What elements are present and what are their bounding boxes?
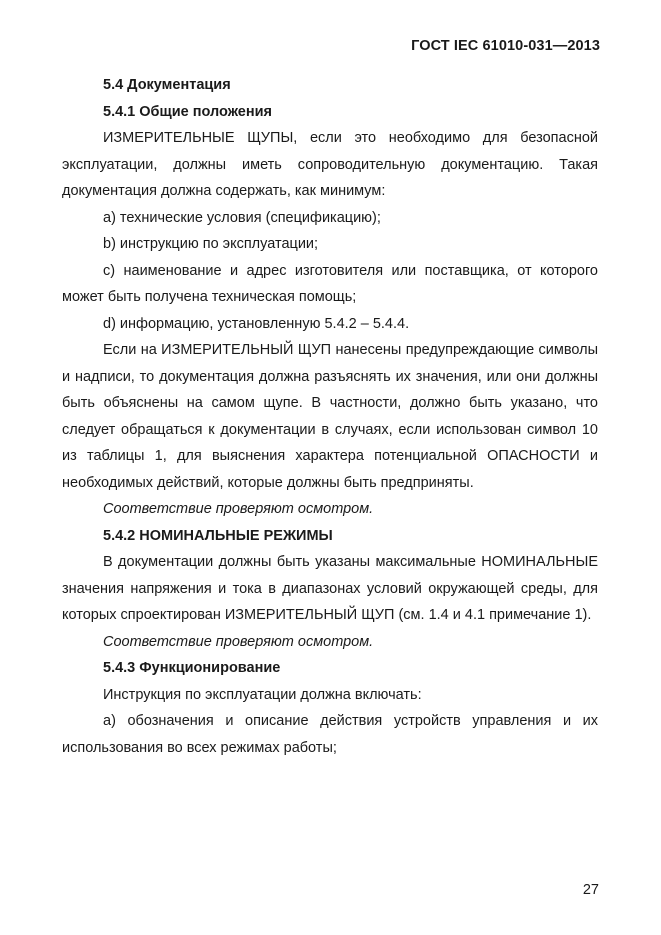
compliance-note-5-4-2: Соответствие проверяют осмотром. <box>103 633 374 650</box>
paragraph-warning-symbols: Если на ИЗМЕРИТЕЛЬНЫЙ ЩУП нанесены предупреждающие символы и надписи, то документация должна разъяснять их значения, или они должны быть объяснены на самом щупе. В частности, должно быть указано, что следует обращаться к документации в случаях, если использован символ 10 из таблицы 1, для выяснения характера потенциальной ОПАСНОСТИ и необходимых действий, которые должны быть предприняты. <box>62 342 598 491</box>
list-item-controls: a) обозначения и описание действия устройств управления и их использования во всех режимах работы; <box>62 713 598 756</box>
list-item-a: a) технические условия (спецификацию); <box>103 209 381 226</box>
compliance-note-5-4-1: Соответствие проверяют осмотром. <box>103 501 374 517</box>
list-item-c: c) наименование и адрес изготовителя или поставщика, от которого может быть получена техническая помощь; <box>62 262 598 305</box>
section-heading-5-4-2: 5.4.2 НОМИНАЛЬНЫЕ РЕЖИМЫ <box>103 527 333 544</box>
paragraph-instructions: Инструкция по эксплуатации должна включать: <box>103 686 422 703</box>
paragraph-intro: ИЗМЕРИТЕЛЬНЫЕ ЩУПЫ, если это необходимо для безопасной эксплуатации, должны иметь сопроводительную документацию. Такая документация должна содержать, как минимум: <box>62 130 598 199</box>
list-item-d: d) информацию, установленную 5.4.2 – 5.4.4. <box>103 315 410 332</box>
page-number: 27 <box>582 882 599 898</box>
document-body <box>62 72 598 761</box>
section-heading-5-4: 5.4 Документация <box>103 77 231 93</box>
section-heading-5-4-3: 5.4.3 Функционирование <box>103 660 281 676</box>
section-heading-5-4-1: 5.4.1 Общие положения <box>103 103 272 120</box>
list-item-b: b) инструкцию по эксплуатации; <box>103 236 319 252</box>
document-header: ГОСТ IEC 61010-031—2013 <box>411 38 600 54</box>
paragraph-ratings: В документации должны быть указаны максимальные НОМИНАЛЬНЫЕ значения напряжения и тока в диапазонах условий окружающей среды, для которых спроектирован ИЗМЕРИТЕЛЬНЫЙ ЩУП (см. 1.4 и 4.1 примечание 1). <box>62 554 598 623</box>
